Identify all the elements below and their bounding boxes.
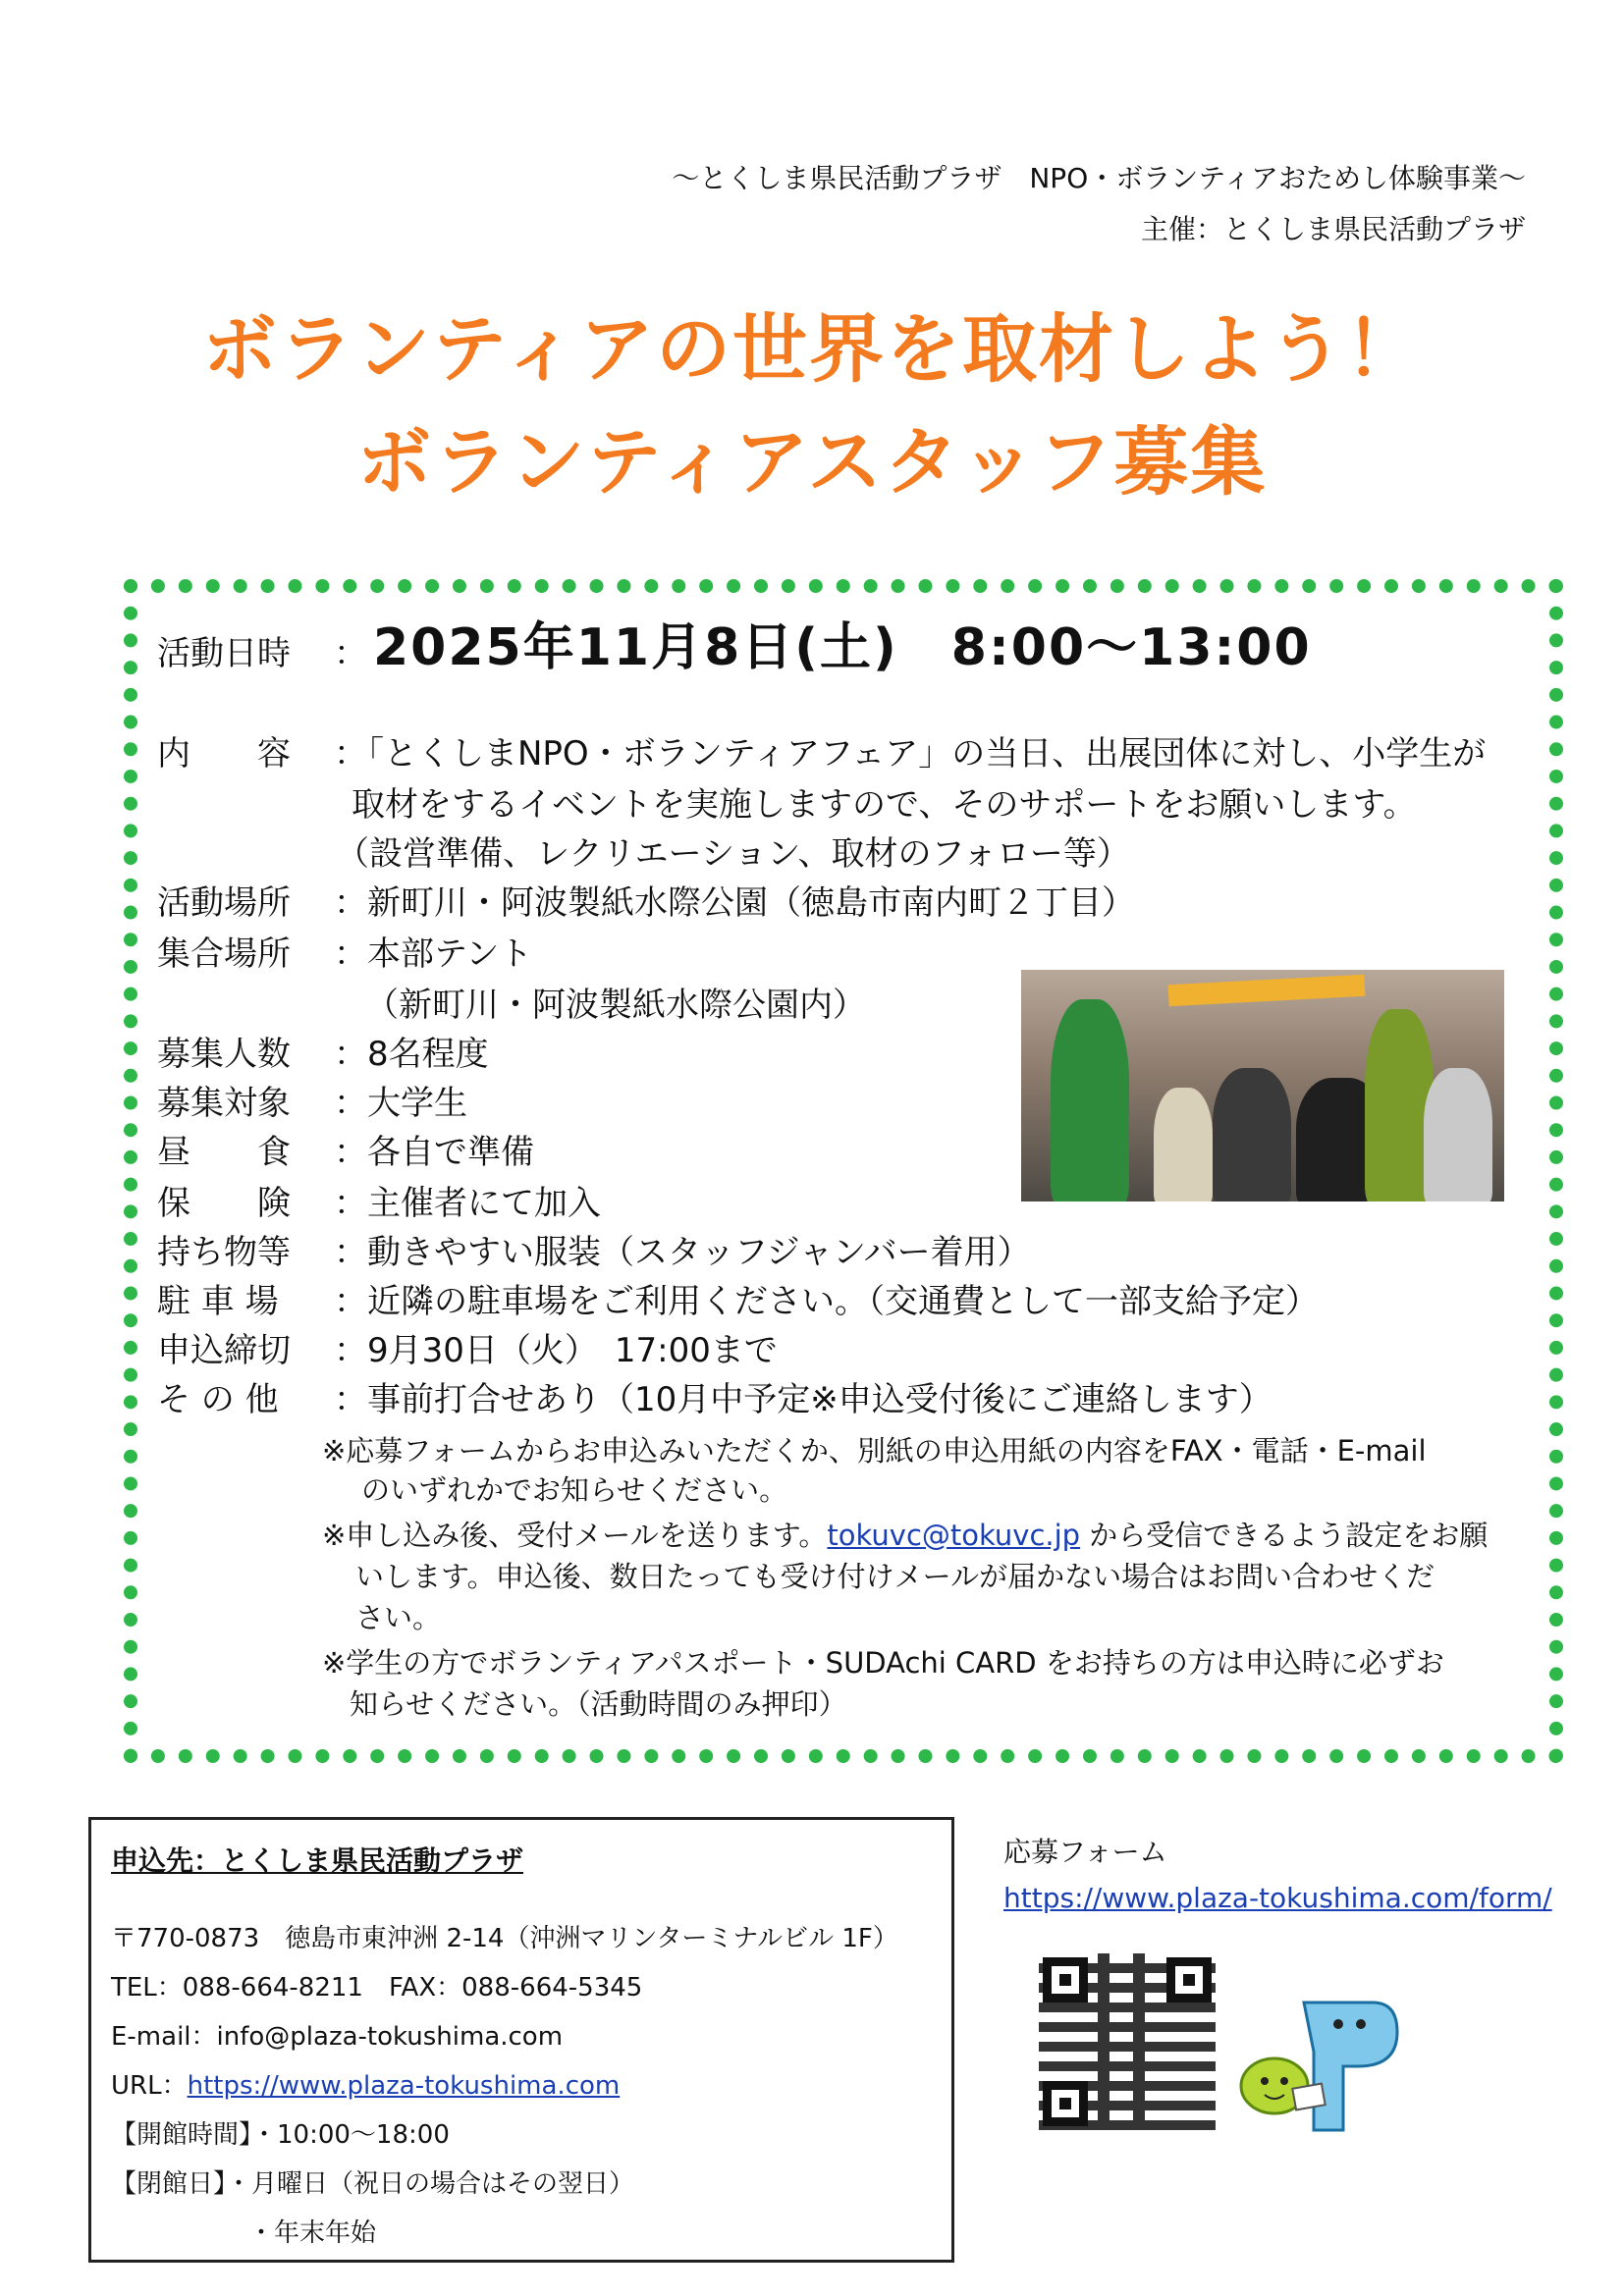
- place-value: ：新町川・阿波製紙水際公園（徳島市南内町２丁目）: [334, 883, 1135, 923]
- meeting-row: [157, 934, 532, 974]
- target-value: ：大学生: [334, 1084, 467, 1123]
- datetime-row: [157, 620, 1312, 681]
- place-label: 活動場所: [157, 883, 291, 923]
- content-row: [157, 734, 1486, 774]
- parking-row: [157, 1282, 1319, 1321]
- contact-url-link[interactable]: https://www.plaza-tokushima.com: [187, 2071, 621, 2101]
- deadline-value: ：9月30日（火） 17:00まで: [334, 1331, 778, 1370]
- contact-address: 〒770-0873 徳島市東沖洲 2-14（沖洲マリンターミナルビル 1F）: [111, 1924, 898, 1953]
- content-line3: （設営準備、レクリエーション、取材のフォロー等）: [336, 834, 1130, 874]
- form-label: 応募フォーム: [1003, 1836, 1167, 1868]
- place-row: [157, 883, 1135, 923]
- note-2-line3: さい。: [355, 1601, 442, 1634]
- parking-value: ：近隣の駐車場をご利用ください。（交通費として一部支給予定）: [334, 1282, 1319, 1321]
- note-1-line1: ※応募フォームからお申込みいただくか、別紙の申込用紙の内容をFAX・電話・E-mail: [322, 1434, 1427, 1468]
- other-label: そ の 他: [157, 1380, 279, 1419]
- form-url-link[interactable]: https://www.plaza-tokushima.com/form/: [1003, 1882, 1552, 1914]
- note-3-line1: ※学生の方でボランティアパスポート・SUDAchi CARD をお持ちの方は申込時に必ずお: [322, 1646, 1444, 1680]
- note-2-text-b: から受信できるよう設定をお願: [1080, 1519, 1489, 1552]
- parking-label: 駐 車 場: [157, 1282, 279, 1321]
- target-label: 募集対象: [157, 1084, 291, 1123]
- meeting-label: 集合場所: [157, 934, 291, 974]
- meeting-value: ：本部テント: [334, 934, 533, 974]
- insurance-label: 保 険: [157, 1184, 291, 1223]
- note-2-line2: いします。申込後、数日たっても受け付けメールが届かない場合はお問い合わせくだ: [355, 1560, 1435, 1593]
- note-1-line2: のいずれかでお知らせください。: [361, 1473, 788, 1507]
- count-value: ：8名程度: [334, 1035, 489, 1074]
- mascot-icon: [1235, 1993, 1402, 2140]
- contact-email-link[interactable]: tokuvc@tokuvc.jp: [827, 1519, 1081, 1552]
- target-row: [157, 1084, 467, 1123]
- lunch-value: ：各自で準備: [334, 1133, 534, 1172]
- main-subtitle: ボランティアスタッフ募集: [356, 418, 1268, 506]
- content-value: ：「とくしまNPO・ボランティアフェア」の当日、出展団体に対し、小学生が: [334, 734, 1487, 774]
- organizer-line: 主催：とくしま県民活動プラザ: [1140, 213, 1526, 245]
- datetime-label: 活動日時: [157, 634, 291, 673]
- other-row: [157, 1380, 1272, 1419]
- main-title: ボランティアの世界を取材しよう！: [202, 305, 1422, 393]
- event-photo: [1021, 970, 1504, 1201]
- items-value: ：動きやすい服装（スタッフジャンバー着用）: [334, 1233, 1031, 1272]
- meeting-value-2: （新町川・阿波製紙水際公園内）: [365, 986, 866, 1025]
- contact-url-row: [111, 2065, 620, 2102]
- note-3-line2: 知らせください。（活動時間のみ押印）: [350, 1687, 847, 1721]
- program-subtitle: ～とくしま県民活動プラザ NPO・ボランティアおためし体験事業～: [672, 162, 1526, 194]
- contact-box: [88, 1817, 954, 2263]
- contact-heading: 申込先：とくしま県民活動プラザ: [111, 1844, 524, 1877]
- lunch-label: 昼 食: [157, 1133, 291, 1172]
- note-2-line1: [322, 1518, 1488, 1553]
- closed-days-2: ・年末年始: [248, 2218, 377, 2248]
- qr-code[interactable]: [1039, 1953, 1216, 2130]
- deadline-row: [157, 1331, 778, 1370]
- contact-tel-fax: TEL：088-664-8211 FAX：088-664-5345: [111, 1973, 643, 2002]
- content-line2: 取材をするイベントを実施しますので、そのサポートをお願いします。: [352, 785, 1417, 825]
- lunch-row: [157, 1133, 534, 1172]
- datetime-sep: ：: [334, 634, 367, 673]
- items-label: 持ち物等: [157, 1233, 291, 1272]
- note-2-text-a: ※申し込み後、受付メールを送ります。: [322, 1519, 828, 1552]
- closed-days: 【閉館日】・月曜日（祝日の場合はその翌日）: [111, 2169, 635, 2199]
- content-label: 内 容: [157, 734, 291, 774]
- items-row: [157, 1233, 1031, 1272]
- insurance-row: [157, 1184, 601, 1223]
- contact-email: E-mail：info@plaza-tokushima.com: [111, 2022, 564, 2052]
- insurance-value: ：主催者にて加入: [334, 1184, 601, 1223]
- other-value: ：事前打合せあり（10月中予定※申込受付後にご連絡します）: [334, 1380, 1272, 1419]
- contact-url-label: URL：: [111, 2071, 188, 2101]
- deadline-label: 申込締切: [157, 1331, 291, 1370]
- datetime-value: 2025年11月8日(土) 8:00～13:00: [373, 618, 1312, 677]
- count-label: 募集人数: [157, 1035, 291, 1074]
- opening-hours: 【開館時間】・10:00～18:00: [111, 2120, 450, 2150]
- count-row: [157, 1035, 489, 1074]
